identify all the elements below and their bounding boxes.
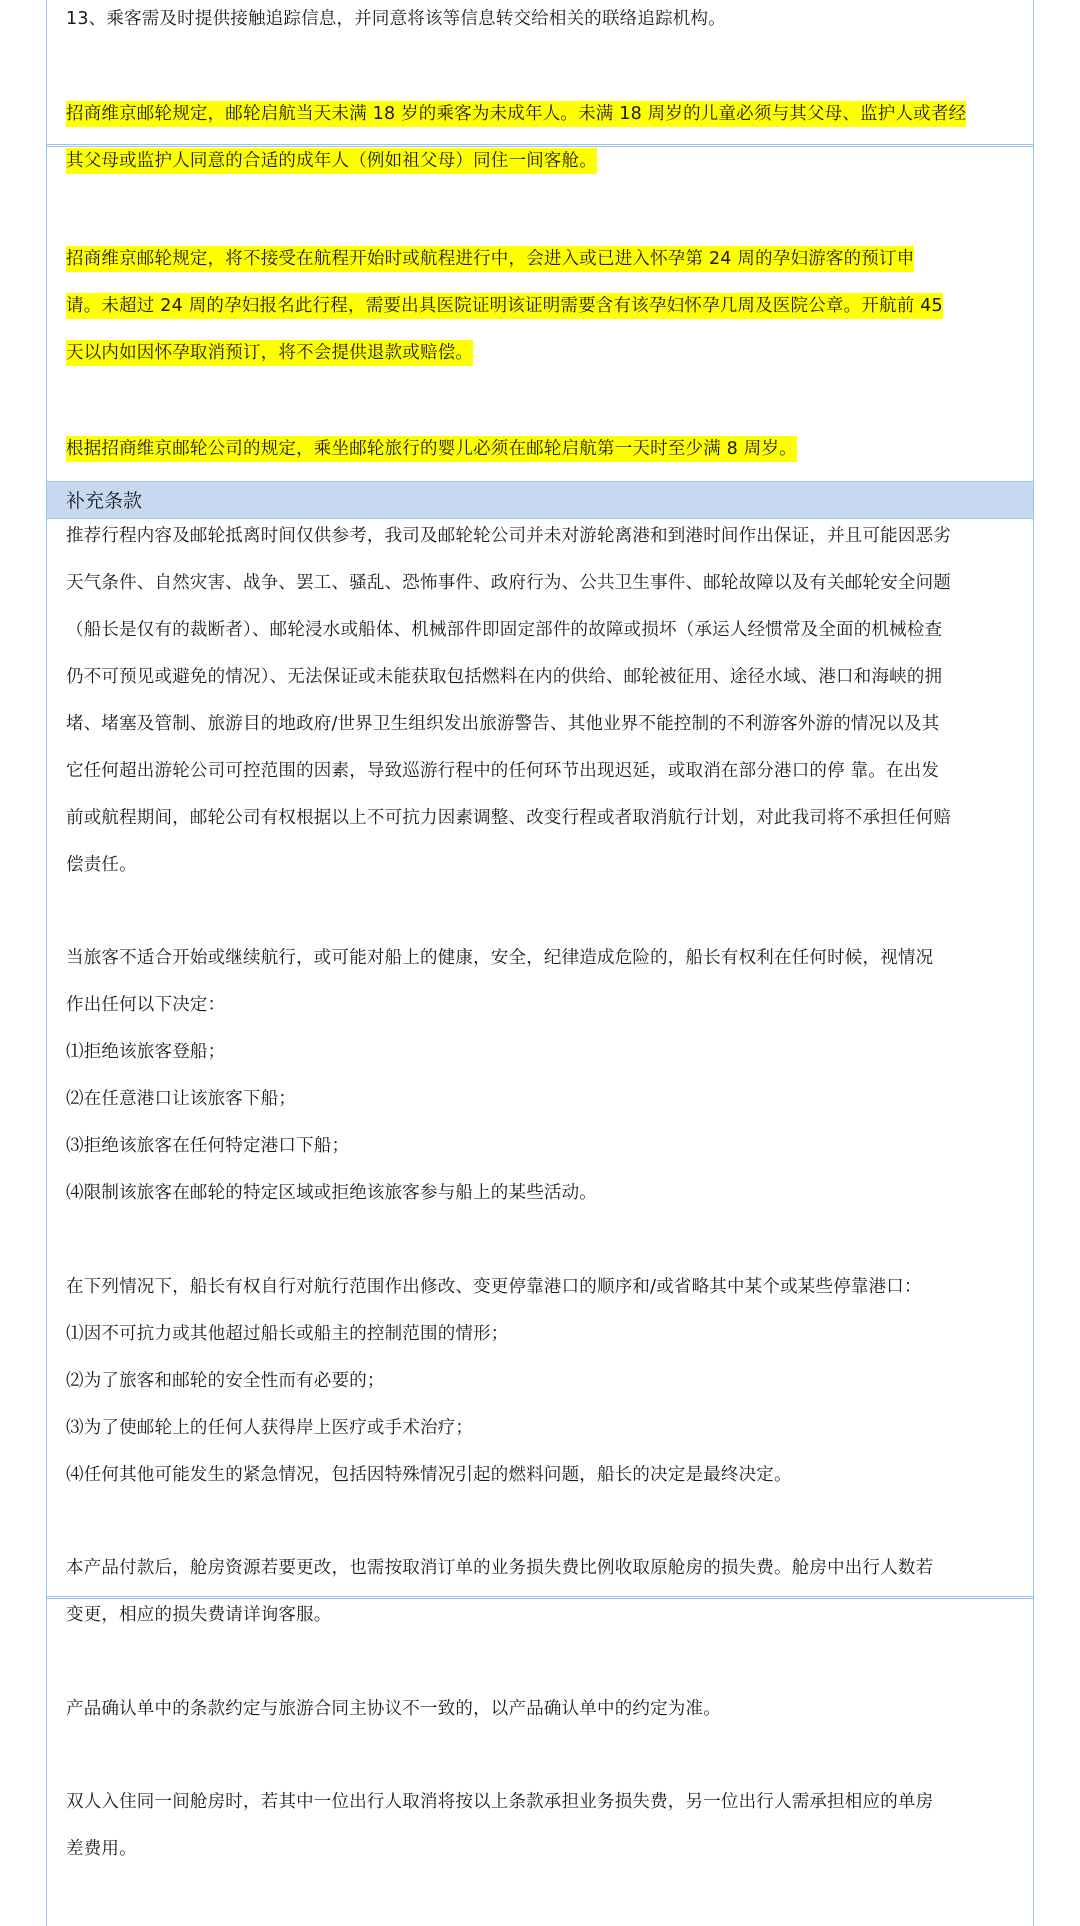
paragraph-line: 本产品付款后，舱房资源若要更改，也需按取消订单的业务损失费比例收取原舱房的损失费。舱房中出行人数若 — [66, 1558, 934, 1578]
minors-policy — [66, 91, 1016, 185]
list-item: ⑷任何其他可能发生的紧急情况，包括因特殊情况引起的燃料问题，船长的决定是最终决定。 — [66, 1465, 792, 1485]
pregnancy-policy-line: 招商维京邮轮规定，将不接受在航程开始时或航程进行中，会进入或已进入怀孕第 24 周的孕妇游客的预订申 — [66, 246, 914, 272]
double-room-terms — [66, 1779, 1016, 1873]
list-item: ⑵为了旅客和邮轮的安全性而有必要的； — [66, 1371, 385, 1391]
pregnancy-policy-line: 天以内如因怀孕取消预订，将不会提供退款或赔偿。 — [66, 340, 473, 366]
section-title: 补充条款 — [66, 490, 143, 512]
paragraph-line: 仍不可预见或避免的情况）、无法保证或未能获取包括燃料在内的供给、邮轮被征用、途径水域、港口和海峡的拥 — [66, 667, 943, 687]
itinerary-disclaimer — [66, 513, 1016, 889]
minors-policy-line: 招商维京邮轮规定，邮轮启航当天未满 18 岁的乘客为未成年人。未满 18 周岁的儿童必须与其父母、监护人或者经 — [66, 101, 966, 127]
minors-policy-line: 其父母或监护人同意的合适的成年人（例如祖父母）同住一间客舱。 — [66, 148, 597, 174]
cabin-change-terms — [66, 1545, 1016, 1639]
contact-tracing-note: 13、乘客需及时提供接触追踪信息，并同意将该等信息转交给相关的联络追踪机构。 — [66, 9, 726, 29]
precedence-clause: 产品确认单中的条款约定与旅游合同主协议不一致的，以产品确认单中的约定为准。 — [66, 1699, 721, 1719]
list-item: ⑶为了使邮轮上的任何人获得岸上医疗或手术治疗； — [66, 1418, 474, 1438]
paragraph-line: 天气条件、自然灾害、战争、罢工、骚乱、恐怖事件、政府行为、公共卫生事件、邮轮故障以及有关邮轮安全问题 — [66, 573, 951, 593]
paragraph-line: 堵、堵塞及管制、旅游目的地政府/世界卫生组织发出旅游警告、其他业界不能控制的不利游客外游的情况以及其 — [66, 714, 940, 734]
paragraph-line: 双人入住同一间舱房时，若其中一位出行人取消将按以上条款承担业务损失费，另一位出行人需承担相应的单房 — [66, 1792, 934, 1812]
list-item: ⑴拒绝该旅客登船； — [66, 1042, 226, 1062]
infant-policy-text: 根据招商维京邮轮公司的规定，乘坐邮轮旅行的婴儿必须在邮轮启航第一天时至少满 8 周岁。 — [66, 436, 797, 462]
paragraph-line: 在下列情况下，船长有权自行对航行范围作出修改、变更停靠港口的顺序和/或省略其中某个或某些停靠港口： — [66, 1277, 922, 1297]
paragraph-line: 推荐行程内容及邮轮抵离时间仅供参考，我司及邮轮轮公司并未对游轮离港和到港时间作出保证，并且可能因恶劣 — [66, 526, 951, 546]
route-change-terms — [66, 1264, 1016, 1499]
paragraph-line: 差费用。 — [66, 1839, 137, 1859]
paragraph-line: 变更，相应的损失费请详询客服。 — [66, 1605, 332, 1625]
list-item: ⑶拒绝该旅客在任何特定港口下船； — [66, 1136, 350, 1156]
list-item: ⑷限制该旅客在邮轮的特定区域或拒绝该旅客参与船上的某些活动。 — [66, 1183, 597, 1203]
captain-authority — [66, 935, 1016, 1217]
paragraph-line: （船长是仅有的裁断者）、邮轮浸水或船体、机械部件即固定部件的故障或损坏（承运人经惯常及全面的机械检查 — [66, 620, 943, 640]
list-item: ⑵在任意港口让该旅客下船； — [66, 1089, 297, 1109]
paragraph-line: 作出任何以下决定： — [66, 995, 226, 1015]
paragraph-line: 当旅客不适合开始或继续航行，或可能对船上的健康，安全，纪律造成危险的，船长有权利在任何时候，视情况 — [66, 948, 934, 968]
paragraph-line: 它任何超出游轮公司可控范围的因素，导致巡游行程中的任何环节出现迟延，或取消在部分港口的停 靠。在出发 — [66, 761, 940, 781]
list-item: ⑴因不可抗力或其他超过船长或船主的控制范围的情形； — [66, 1324, 509, 1344]
paragraph-line: 偿责任。 — [66, 855, 137, 875]
pregnancy-policy-line: 请。未超过 24 周的孕妇报名此行程，需要出具医院证明该证明需要含有该孕妇怀孕几周及医院公章。开航前 45 — [66, 293, 943, 319]
paragraph-line: 前或航程期间，邮轮公司有权根据以上不可抗力因素调整、改变行程或者取消航行计划，对此我司将不承担任何赔 — [66, 808, 951, 828]
pregnancy-policy — [66, 236, 1016, 377]
infant-policy — [66, 426, 1016, 473]
